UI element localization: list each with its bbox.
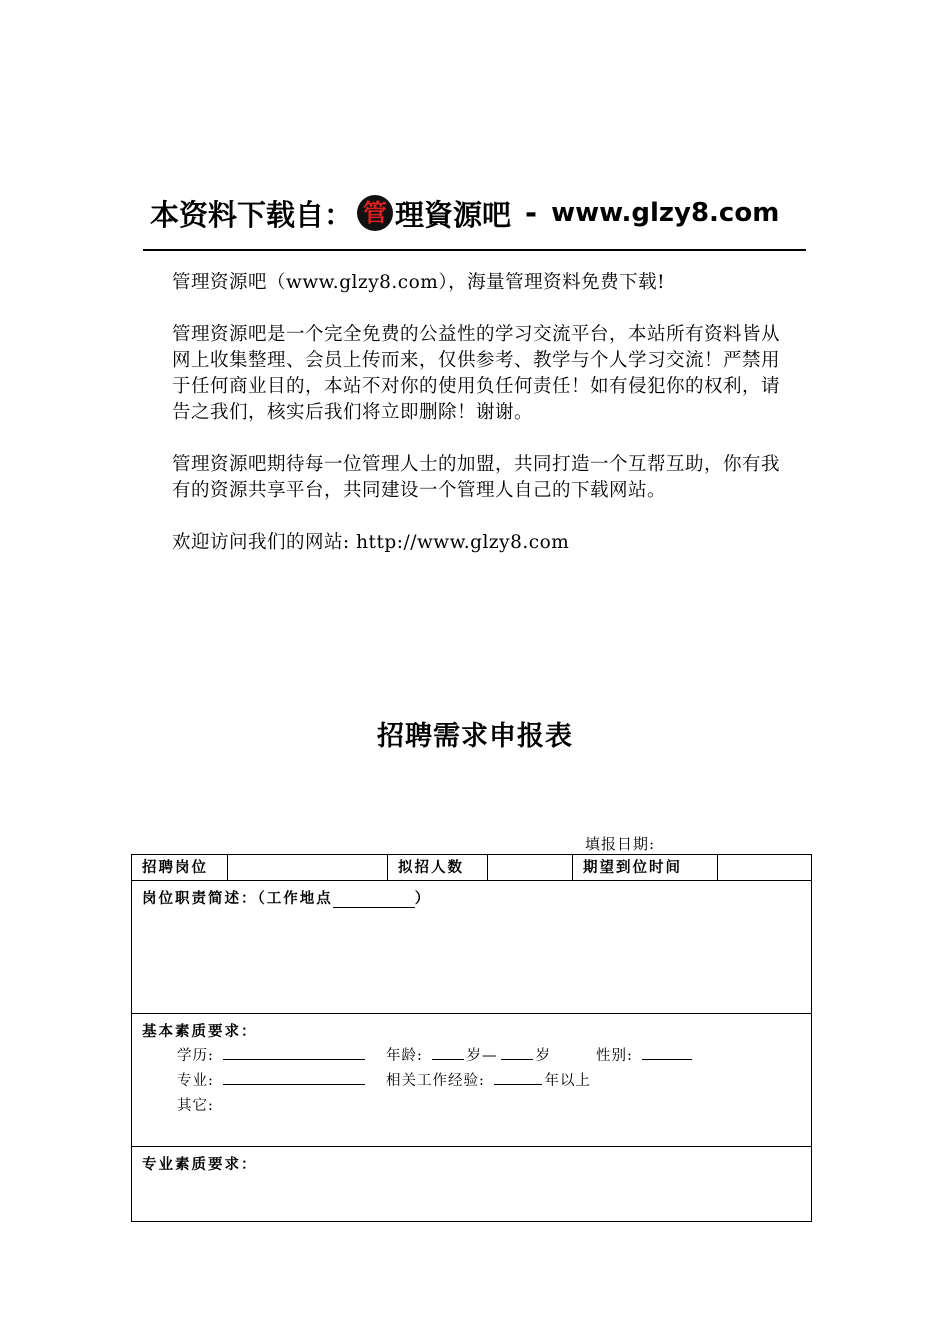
age-unit: 岁 — [535, 1048, 551, 1064]
professional-requirements-section[interactable] — [132, 1147, 811, 1221]
banner-site-name: 理資源吧 — [395, 197, 512, 232]
major-label: 专业: — [177, 1073, 214, 1089]
intro-paragraph-1: 管理资源吧（www.glzy8.com），海量管理资料免费下载! — [172, 272, 666, 293]
fill-date-label: 填报日期: — [585, 835, 656, 853]
arrival-time-label: 期望到位时间 — [572, 855, 717, 880]
professional-requirements-label: 专业素质要求： — [142, 1156, 258, 1173]
header-banner — [150, 190, 810, 236]
gender-line — [596, 1044, 695, 1065]
headcount-field[interactable] — [487, 855, 572, 880]
age-max-blank[interactable] — [501, 1045, 533, 1060]
major-blank[interactable] — [223, 1070, 365, 1085]
banner-url[interactable]: www.glzy8.com — [551, 198, 780, 228]
intro-paragraph-2: 管理资源吧是一个完全免费的公益性的学习交流平台，本站所有资料皆从网上收集整理、会员上传而来，仅供参考、教学与个人学习交流！严禁用于任何商业目的，本站不对你的使用负任何责任！如有侵犯你的权利，请告之我们，核实后我们将立即删除！谢谢。 — [172, 324, 781, 423]
duties-label-close: ） — [414, 890, 432, 907]
experience-blank[interactable] — [494, 1070, 542, 1085]
other-line — [177, 1094, 214, 1115]
site-logo-icon: 管 — [357, 195, 393, 231]
duties-section[interactable] — [132, 881, 811, 1014]
form-header-row — [132, 855, 811, 881]
gender-label: 性别: — [596, 1048, 633, 1064]
intro-paragraph-3: 管理资源吧期待每一位管理人士的加盟，共同打造一个互帮互助，你有我有的资源共享平台，共同建设一个管理人自己的下载网站。 — [172, 454, 781, 501]
banner-separator: - — [525, 196, 538, 230]
experience-unit: 年以上 — [544, 1073, 591, 1089]
education-blank[interactable] — [223, 1045, 365, 1060]
age-label: 年龄: — [386, 1048, 423, 1064]
position-label: 招聘岗位 — [142, 859, 208, 876]
education-line — [177, 1044, 368, 1065]
basic-requirements-section — [132, 1014, 811, 1147]
basic-requirements-label: 基本素质要求： — [142, 1023, 258, 1040]
intro-paragraph-4: 欢迎访问我们的网站: http://www.glzy8.com — [172, 532, 570, 553]
experience-label: 相关工作经验: — [386, 1073, 485, 1089]
arrival-time-field[interactable] — [717, 855, 811, 880]
recruitment-form — [131, 854, 812, 1222]
banner-prefix: 本资料下载自： — [150, 197, 354, 232]
intro-text — [172, 270, 782, 582]
form-title: 招聘需求申报表 — [377, 721, 573, 752]
age-min-blank[interactable] — [432, 1045, 464, 1060]
duties-label — [142, 887, 431, 908]
gender-blank[interactable] — [642, 1045, 692, 1060]
experience-line — [386, 1069, 591, 1090]
duties-label-text: 岗位职责简述：（工作地点 — [142, 890, 333, 907]
age-line — [386, 1044, 551, 1065]
other-label: 其它: — [177, 1098, 214, 1114]
work-location-blank[interactable] — [333, 893, 415, 908]
education-label: 学历: — [177, 1048, 214, 1064]
header-rule — [143, 249, 806, 251]
major-line — [177, 1069, 368, 1090]
position-field[interactable] — [227, 855, 387, 880]
age-separator: 岁— — [466, 1048, 498, 1064]
headcount-label: 拟招人数 — [387, 855, 487, 880]
